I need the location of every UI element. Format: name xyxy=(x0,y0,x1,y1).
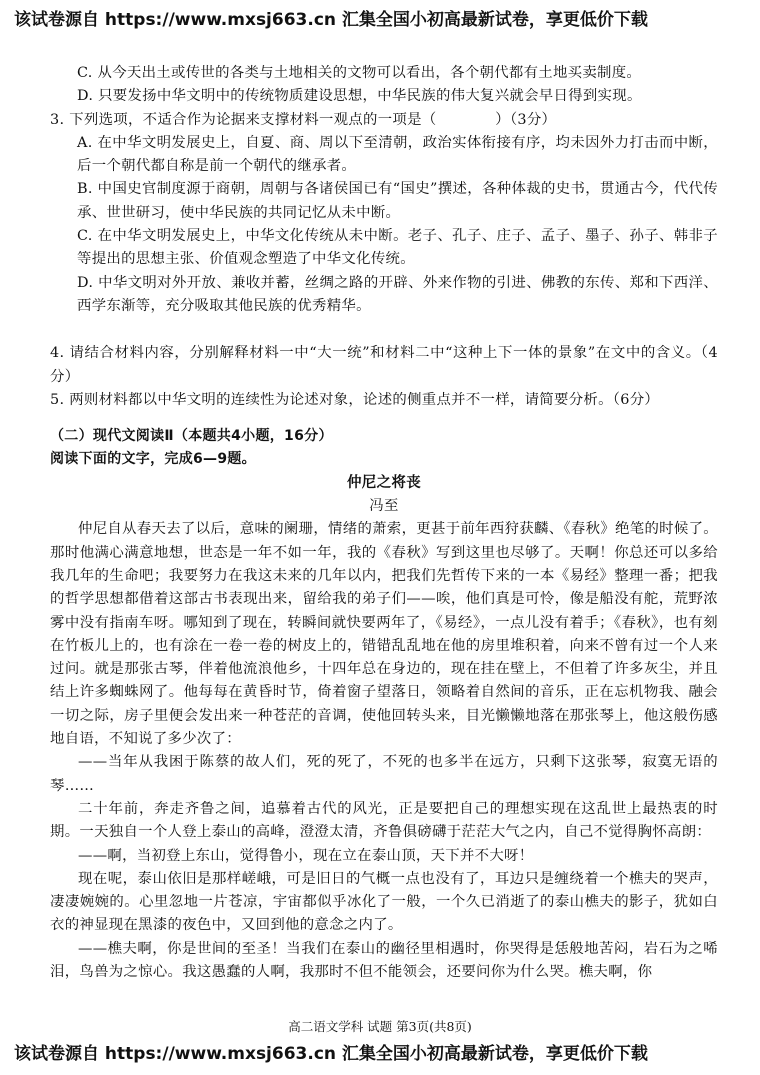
article-title: 仲尼之将丧 xyxy=(347,474,421,491)
article-author: 冯至 xyxy=(369,498,399,515)
source-banner-top: 该试卷源自 https://www.mxsj663.cn 汇集全国小初高最新试卷，享更低价下载 xyxy=(14,10,648,30)
q3-stem: 3. 下列选项，不适合作为论据来支撑材料一观点的一项是（ ）（3分） xyxy=(50,111,557,128)
q2-option-d: D. 只要发扬中华文明中的传统物质建设思想，中华民族的伟大复兴就会早日得到实现。 xyxy=(77,88,642,105)
section-title: （二）现代文阅读Ⅱ（本题共4小题，16分） xyxy=(50,428,333,445)
q2-option-c: C. 从今天出土或传世的各类与土地相关的文物可以看出，各个朝代都有土地买卖制度。 xyxy=(77,65,642,81)
article-paragraph: ——樵夫啊，你是世间的至圣！当我们在泰山的幽径里相遇时，你哭得是恁般地苦闷，岩石为之唏泪，鸟兽为之惊心。我这愚蠢的人啊，我那时不但不能领会，还要问你为什么哭。樵夫啊，你 xyxy=(50,940,718,980)
q5-text: 5. 两则材料都以中华文明的连续性为论述对象，论述的侧重点并不一样，请简要分析。（6分） xyxy=(50,391,660,408)
article-paragraph: ——啊，当初登上东山，觉得鲁小，现在立在泰山顶，天下并不大呀！ xyxy=(78,847,534,864)
article-paragraph: 二十年前，奔走齐鲁之间，追慕着古代的风光，正是要把自己的理想实现在这乱世上最热衷的时期。一天独自一个人登上泰山的高峰，澄澄太清，齐鲁俱磅礴于茫茫大气之内，自己不觉得胸怀高朗： xyxy=(50,800,718,841)
article-paragraph: ——当年从我困于陈蔡的故人们，死的死了，不死的也多半在远方，只剩下这张琴，寂寞无语的琴…… xyxy=(50,754,718,794)
article-paragraph: 现在呢，泰山依旧是那样嵯峨，可是旧日的气概一点也没有了，耳边只是缠绕着一个樵夫的哭声，凄凄婉婉的。心里忽地一片苍凉，宇宙都似乎冰化了一般，一个久已消逝了的泰山樵夫的影子，犹如白衣的神显现在黑漆的夜色中，又回到他的意念之内了。 xyxy=(50,870,718,934)
q3-option-d: D. 中华文明对外开放、兼收并蓄，丝绸之路的开辟、外来作物的引进、佛教的东传、郑和下西洋、西学东渐等，充分吸取其他民族的优秀精华。 xyxy=(77,274,718,314)
section-instruction: 阅读下面的文字，完成6—9题。 xyxy=(50,451,256,468)
page-footer: 高二语文学科 试题 第3页(共8页) xyxy=(288,1019,472,1034)
spacer xyxy=(50,318,718,342)
source-banner-bottom: 该试卷源自 https://www.mxsj663.cn 汇集全国小初高最新试卷，享更低价下载 xyxy=(14,1044,648,1064)
exam-page-content xyxy=(50,62,718,984)
q4-text: 4. 请结合材料内容，分别解释材料一中“大一统”和材料二中“这种上下一体的景象”在文中的含义。（4分） xyxy=(50,345,718,385)
q3-option-c: C. 在中华文明发展史上，中华文化传统从未中断。老子、孔子、庄子、孟子、墨子、孙子、韩非子等提出的思想主张、价值观念塑造了中华文化传统。 xyxy=(77,228,718,268)
q3-option-a: A. 在中华文明发展史上，自夏、商、周以下至清朝，政治实体衔接有序，均未因外力打击而中断，后一个朝代都自称是前一个朝代的继承者。 xyxy=(77,134,718,175)
q3-option-b: B. 中国史官制度源于商朝，周朝与各诸侯国已有“国史”撰述，各种体裁的史书，贯通古今，代代传承、世世研习，使中华民族的共同记忆从未中断。 xyxy=(77,181,718,221)
spacer xyxy=(50,412,718,425)
article-paragraph: 仲尼自从春天去了以后，意味的阑珊，情绪的萧索，更甚于前年西狩获麟、《春秋》绝笔的时候了。那时他满心满意地想，世态是一年不如一年，我的《春秋》写到这里也尽够了。天啊！你总还可以多给我几年的生命吧；我要努力在我这未来的几年以内，把我们先哲传下来的一本《易经》整理一番；把我的哲学思想都借着这部古书表现出来，留给我的弟子们——唉，他们真是可怜，像是船没有舵，荒野浓雾中没有指南车呀。哪知到了现在，转瞬间就快要两年了，《易经》，一点儿没有着手；《春秋》，也有刻在竹板儿上的，也有涂在一卷一卷的树皮上的，错错乱乱地在他的房里堆积着，向来不曾有过一个人来过问。就是那张古琴，伴着他流浪他乡，十四年总在身边的，现在挂在壁上，不但着了许多灰尘，并且结上许多蜘蛛网了。他每每在黄昏时节，倚着窗子望落日，领略着自然间的音乐，正在忘机物我、融会一切之际，房子里便会发出来一种苍茫的音调，使他回转头来，目光懒懒地落在那张琴上，他这般伤感地自语，不知说了多少次了： xyxy=(50,521,718,748)
